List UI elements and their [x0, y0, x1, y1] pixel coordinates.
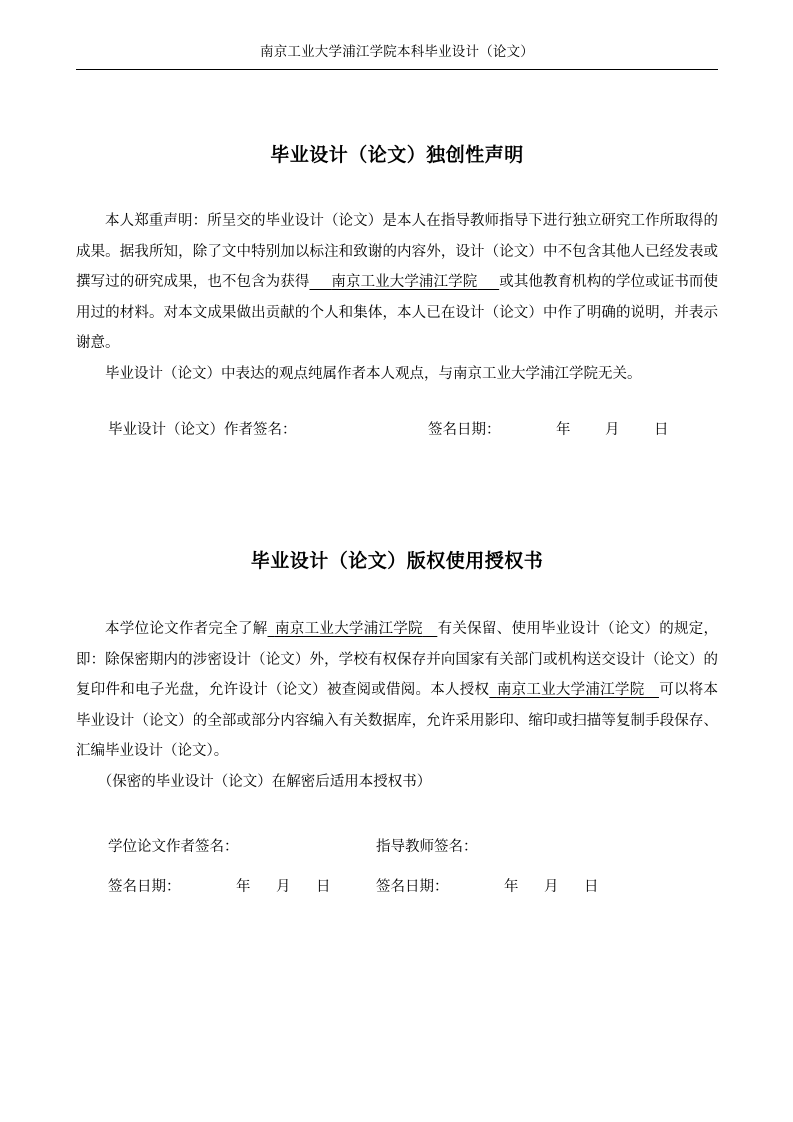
copyright-author-year-label: 年 — [236, 879, 251, 895]
copyright-text-c: 可以将本毕业设计（论文）的全部或部分内容编入有关数据库，允许采用影印、缩印或扫描等复制手段保存、汇编毕业设计（论文）。 — [76, 682, 719, 759]
school-name-underlined — [268, 621, 438, 637]
copyright-advisor-sign-label: 指导教师签名： — [376, 839, 478, 855]
originality-sign-date-label: 签名日期： — [428, 422, 501, 438]
originality-year-label: 年 — [556, 422, 571, 438]
copyright-paragraph-1 — [76, 614, 718, 767]
school-name-2: 南京工业大学浦江学院 — [496, 682, 645, 698]
originality-statement — [76, 206, 718, 389]
originality-text-a: 本人郑重声明：所呈交的毕业设计（论文）是本人在指导教师指导下进行独立研究工作所取得的成果。据我所知，除了文中特别加以标注和致谢的内容外，设计（论文）中不包含其他人已经发表或撰写过的研究成果，也不包含为获得 — [76, 213, 718, 290]
copyright-advisor-date-label: 签名日期： — [376, 879, 449, 895]
copyright-author-sign-label: 学位论文作者签名： — [108, 839, 239, 855]
copyright-author-date-label: 签名日期： — [108, 879, 181, 895]
originality-paragraph-2: 毕业设计（论文）中表达的观点纯属作者本人观点，与南京工业大学浦江学院无关。 — [105, 365, 642, 382]
school-name: 南京工业大学浦江学院 — [274, 621, 423, 637]
copyright-paragraph-2: （保密的毕业设计（论文）在解密后适用本授权书） — [97, 773, 432, 790]
copyright-advisor-year-label: 年 — [504, 879, 519, 895]
school-name-underlined-2 — [489, 682, 659, 698]
originality-title: 毕业设计（论文）独创性声明 — [270, 144, 524, 166]
school-name: 南京工业大学浦江学院 — [331, 274, 478, 290]
originality-day-label: 日 — [654, 422, 669, 438]
header-rule — [76, 69, 718, 70]
copyright-author-day-label: 日 — [316, 879, 331, 895]
copyright-text-a: 本学位论文作者完全了解 — [105, 621, 268, 637]
originality-month-label: 月 — [605, 422, 620, 438]
copyright-text-b: 有关保留、使用毕业设计（论文）的规定，即：除保密期内的涉密设计（论文）外，学校有权保存并向国家有关部门或机构送交设计（论文）的复印件和电子光盘，允许设计（论文）被查阅或借阅。本人授权 — [76, 621, 719, 698]
running-header: 南京工业大学浦江学院本科毕业设计（论文） — [260, 44, 534, 60]
originality-paragraph-1 — [76, 206, 718, 359]
copyright-author-month-label: 月 — [276, 879, 291, 895]
school-name-underlined — [309, 274, 499, 290]
originality-author-sign-label: 毕业设计（论文）作者签名： — [108, 422, 297, 438]
copyright-advisor-month-label: 月 — [544, 879, 559, 895]
copyright-advisor-day-label: 日 — [584, 879, 599, 895]
originality-text-b: 或其他教育机构的学位或证书而使用过的材料。对本文成果做出贡献的个人和集体，本人已在设计（论文）中作了明确的说明，并表示谢意。 — [76, 274, 719, 351]
copyright-authorization — [76, 614, 718, 797]
copyright-title: 毕业设计（论文）版权使用授权书 — [250, 550, 544, 572]
